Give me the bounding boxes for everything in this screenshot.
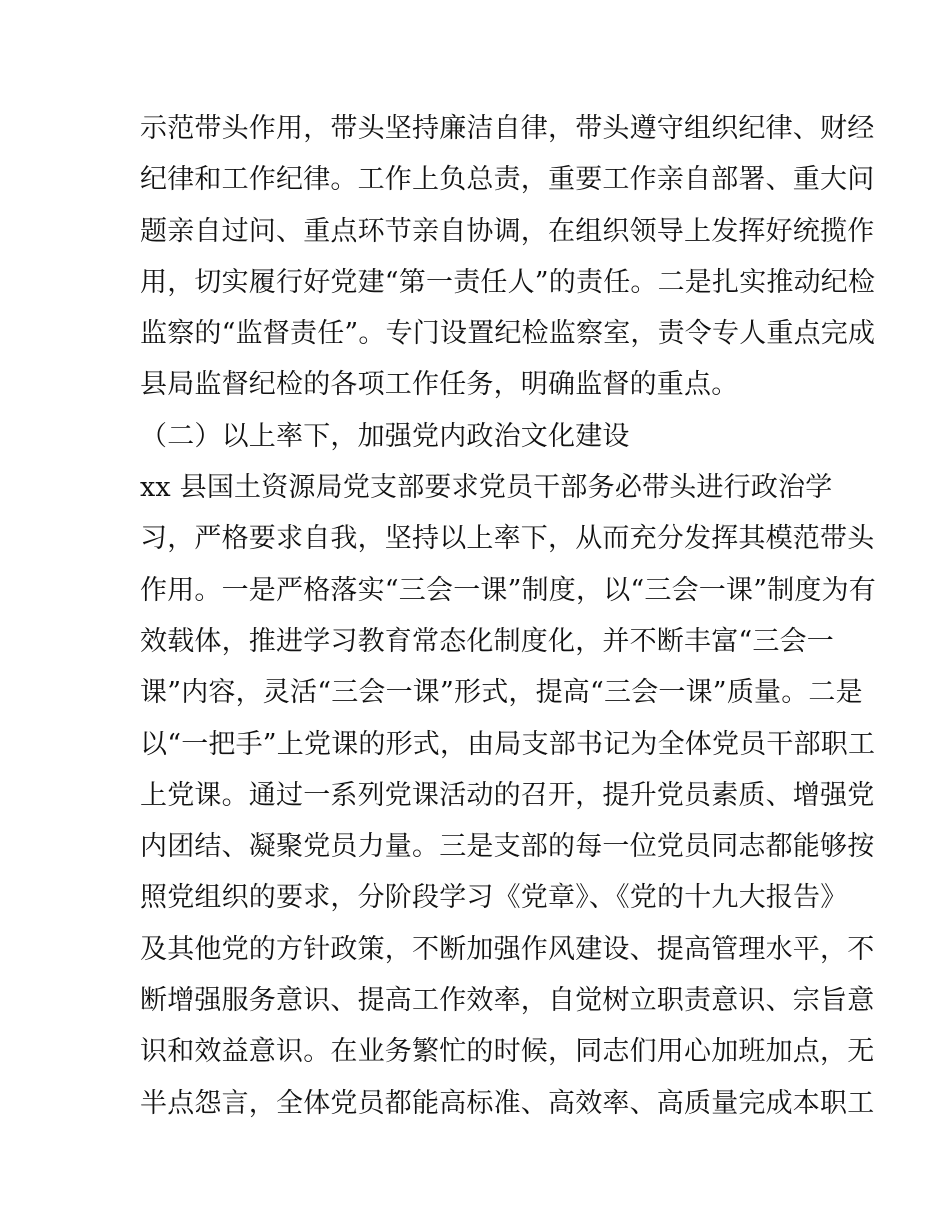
text-line: xx 县国土资源局党支部要求党员干部务必带头进行政治学 — [140, 472, 833, 504]
text-line: 监察的“监督责任”。专门设置纪检监察室，责令专人重点完成 — [140, 318, 876, 350]
body-text — [140, 103, 877, 1129]
text-line: 照党组织的要求，分阶段学习《党章》、《党的十九大报告》 — [140, 882, 848, 914]
text-line: 作用。一是严格落实“三会一课”制度，以“三会一课”制度为有 — [140, 574, 877, 606]
text-line: 半点怨言，全体党员都能高标准、高效率、高质量完成本职工 — [140, 1087, 875, 1119]
section-heading: （二）以上率下，加强党内政治文化建设 — [140, 420, 630, 452]
text-line: 课”内容，灵活“三会一课”形式，提高“三会一课”质量。二是 — [140, 677, 863, 709]
text-line: 内团结、凝聚党员力量。三是支部的每一位党员同志都能够按 — [140, 831, 875, 863]
text-line: 习，严格要求自我，坚持以上率下，从而充分发挥其模范带头 — [140, 523, 875, 555]
text-line: 及其他党的方针政策，不断加强作风建设、提高管理水平，不 — [140, 933, 875, 965]
text-line: 示范带头作用，带头坚持廉洁自律，带头遵守组织纪律、财经 — [140, 113, 875, 144]
text-line: 纪律和工作纪律。工作上负总责，重要工作亲自部署、重大问 — [140, 164, 875, 196]
text-line: 以“一把手”上党课的形式，由局支部书记为全体党员干部职工 — [140, 728, 876, 760]
text-line: 用，切实履行好党建“第一责任人”的责任。二是扎实推动纪检 — [140, 266, 876, 298]
text-line: 上党课。通过一系列党课活动的召开，提升党员素质、增强党 — [140, 779, 875, 811]
text-line: 效载体，推进学习教育常态化制度化，并不断丰富“三会一 — [140, 625, 835, 657]
text-line: 县局监督纪检的各项工作任务，明确监督的重点。 — [140, 369, 739, 401]
text-line: 断增强服务意识、提高工作效率，自觉树立职责意识、宗旨意 — [140, 985, 875, 1017]
text-line: 识和效益意识。在业务繁忙的时候，同志们用心加班加点，无 — [140, 1036, 875, 1068]
text-line: 题亲自过问、重点环节亲自协调，在组织领导上发挥好统揽作 — [140, 215, 875, 247]
